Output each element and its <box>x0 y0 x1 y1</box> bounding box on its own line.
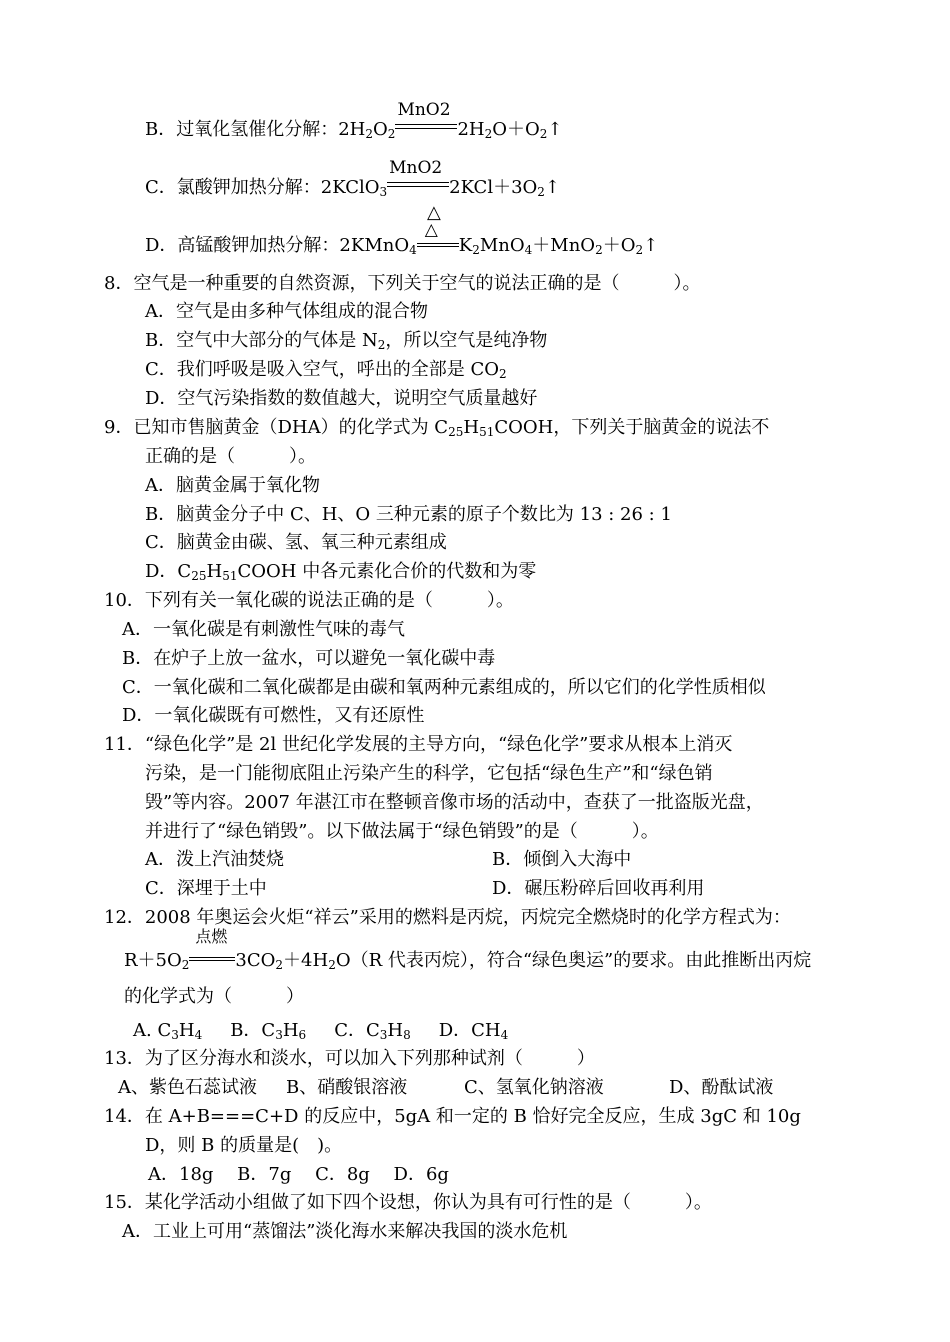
q7-option-c <box>145 158 561 200</box>
subscript: 6 <box>298 1028 307 1042</box>
q14-stem-line1: 14．在 A+B===C+D 的反应中，5gA 和一定的 B 恰好完全反应，生成 3gC 和 10g <box>104 1106 801 1127</box>
text: COOH，下列关于脑黄金的说法不 <box>494 417 770 438</box>
subscript: 2 <box>539 127 548 141</box>
q7-d-text: D．高锰酸钾加热分解：2KMnO <box>145 235 410 256</box>
text: H <box>387 1020 404 1041</box>
q11-option-c: C．深埋于土中 <box>145 878 267 899</box>
option-b: B．C <box>230 1020 276 1041</box>
reaction-condition <box>387 158 449 193</box>
gas-arrow: ↑ <box>643 235 659 256</box>
subscript: 2 <box>472 243 480 257</box>
text: D．C <box>145 561 192 582</box>
subscript: 4 <box>500 1028 509 1042</box>
subscript: 4 <box>194 1028 203 1042</box>
option-c: C．C <box>334 1020 380 1041</box>
formula-part: O <box>373 119 388 140</box>
subscript: 25 <box>191 569 207 583</box>
q9-option-b: B．脑黄金分子中 C、H、O 三种元素的原子个数比为 13 : 26 : 1 <box>145 504 672 525</box>
subscript: 3 <box>379 185 388 199</box>
subscript: 4 <box>524 243 533 257</box>
text: B．空气中大部分的气体是 N <box>145 330 378 351</box>
subscript: 2 <box>328 958 336 972</box>
subscript: 8 <box>403 1028 411 1042</box>
option-a: A. C <box>133 1020 172 1041</box>
text: H <box>282 1020 299 1041</box>
q14-stem-line2: D，则 B 的质量是( )。 <box>145 1135 343 1156</box>
q13-option-a: A、紫色石蕊试液 <box>118 1077 257 1098</box>
subscript: 3 <box>379 1028 388 1042</box>
formula-part: 2KCl＋3O <box>449 177 538 198</box>
formula-part: 2H <box>457 119 485 140</box>
subscript: 4 <box>409 243 417 257</box>
formula-part: ＋O <box>602 235 636 256</box>
text: C．我们呼吸是吸入空气，呼出的全部是 CO <box>145 359 500 380</box>
subscript: 2 <box>275 958 284 972</box>
q11-option-d: D．碾压粉碎后回收再利用 <box>492 878 705 899</box>
q11-stem-line3: 毁”等内容。2007 年湛江市在整顿音像市场的活动中，查获了一批盗版光盘， <box>145 792 764 813</box>
gas-arrow: ↑ <box>547 119 563 140</box>
text: 9．已知市售脑黄金（DHA）的化学式为 C <box>104 417 449 438</box>
subscript: 2 <box>595 243 603 257</box>
subscript: 25 <box>448 425 464 439</box>
q10-option-d: D．一氧化碳既有可燃性，又有还原性 <box>122 705 425 726</box>
q12-stem-line3: 的化学式为（ ） <box>124 986 304 1007</box>
text: H <box>206 561 223 582</box>
formula-part: ＋MnO <box>532 235 596 256</box>
q13-option-d: D、酚酞试液 <box>669 1077 774 1098</box>
q7-option-d <box>145 220 659 258</box>
reaction-condition <box>189 927 235 966</box>
q8-option-c <box>145 358 507 382</box>
subscript: 2 <box>365 127 374 141</box>
q12-options <box>133 1019 508 1043</box>
subscript: 2 <box>484 127 493 141</box>
text: H <box>463 417 480 438</box>
q10-stem: 10．下列有关一氧化碳的说法正确的是（ ）。 <box>104 590 514 611</box>
ignition-label: 点燃 <box>195 927 228 946</box>
q7-b-text: B．过氧化氢催化分解：2H <box>145 119 366 140</box>
q9-stem <box>104 416 769 440</box>
q8-stem: 8．空气是一种重要的自然资源，下列关于空气的说法正确的是（ ）。 <box>104 273 701 294</box>
subscript: 3 <box>171 1028 179 1042</box>
q10-option-b: B．在炉子上放一盆水，可以避免一氧化碳中毒 <box>122 648 496 669</box>
subscript: 3 <box>275 1028 283 1042</box>
text: R＋5O <box>124 950 182 971</box>
subscript: 2 <box>387 127 396 141</box>
q13-stem: 13．为了区分海水和淡水，可以加入下列那种试剂（ ） <box>104 1048 595 1069</box>
q7-option-b <box>145 100 563 142</box>
text: COOH 中各元素化合价的代数和为零 <box>237 561 537 582</box>
gas-arrow: ↑ <box>544 177 561 198</box>
q11-option-a: A．泼上汽油焚烧 <box>145 849 284 870</box>
q12-equation <box>124 927 812 973</box>
heat-symbol: △ <box>427 202 441 223</box>
catalyst-label: MnO2 <box>397 100 451 120</box>
q13-option-c: C、氢氧化钠溶液 <box>464 1077 604 1098</box>
text: ，所以空气是纯净物 <box>385 330 548 351</box>
subscript: 2 <box>537 185 545 199</box>
formula-part: K <box>458 235 473 256</box>
q14-options: A．18g B．7g C．8g D．6g <box>148 1164 449 1185</box>
q9-option-a: A．脑黄金属于氧化物 <box>145 475 320 496</box>
q12-stem-line1: 12．2008 年奥运会火炬“祥云”采用的燃料是丙烷，丙烷完全燃烧时的化学方程式为： <box>104 907 791 928</box>
q8-option-b <box>145 329 547 353</box>
text: ＋4H <box>283 950 329 971</box>
q9-option-d <box>145 560 536 584</box>
formula-part: O＋O <box>492 119 540 140</box>
q9-stem-cont: 正确的是（ ）。 <box>145 446 316 467</box>
text: 3CO <box>235 950 276 971</box>
q13-option-b: B、硝酸银溶液 <box>286 1077 408 1098</box>
reaction-condition <box>395 100 457 135</box>
q10-option-c: C．一氧化碳和二氧化碳都是由碳和氧两种元素组成的，所以它们的化学性质相似 <box>122 677 766 698</box>
subscript: 2 <box>377 338 386 352</box>
text: H <box>178 1020 195 1041</box>
formula-part: MnO <box>479 235 525 256</box>
q15-stem: 15．某化学活动小组做了如下四个设想，你认为具有可行性的是（ ）。 <box>104 1192 712 1213</box>
subscript: 2 <box>499 367 507 381</box>
q11-stem-line1: 11．“绿色化学”是 2l 世纪化学发展的主导方向，“绿色化学”要求从根本上消灭 <box>104 734 733 755</box>
text: O（R 代表丙烷），符合“绿色奥运”的要求。由此推断出丙烷 <box>335 950 812 971</box>
q9-option-c: C．脑黄金由碳、氢、氧三种元素组成 <box>145 532 447 553</box>
subscript: 2 <box>181 958 190 972</box>
catalyst-label: MnO2 <box>389 158 443 178</box>
q8-option-d: D．空气污染指数的数值越大，说明空气质量越好 <box>145 388 538 409</box>
option-d: D．CH <box>438 1020 501 1041</box>
reaction-condition <box>417 220 459 251</box>
subscript: 51 <box>479 425 495 439</box>
subscript: 51 <box>222 569 238 583</box>
q7-c-text: C．氯酸钾加热分解：2KClO <box>145 177 380 198</box>
q8-option-a: A．空气是由多种气体组成的混合物 <box>145 301 428 322</box>
q11-stem-line4: 并进行了“绿色销毁”。以下做法属于“绿色销毁”的是（ ）。 <box>145 821 659 842</box>
q11-option-b: B．倾倒入大海中 <box>492 849 632 870</box>
heat-symbol: △ <box>424 220 438 240</box>
subscript: 2 <box>635 243 644 257</box>
q11-stem-line2: 污染，是一门能彻底阻止污染产生的科学，它包括“绿色生产”和“绿色销 <box>145 763 713 784</box>
q15-option-a: A．工业上可用“蒸馏法”淡化海水来解决我国的淡水危机 <box>122 1221 568 1242</box>
q10-option-a: A．一氧化碳是有刺激性气味的毒气 <box>122 619 405 640</box>
